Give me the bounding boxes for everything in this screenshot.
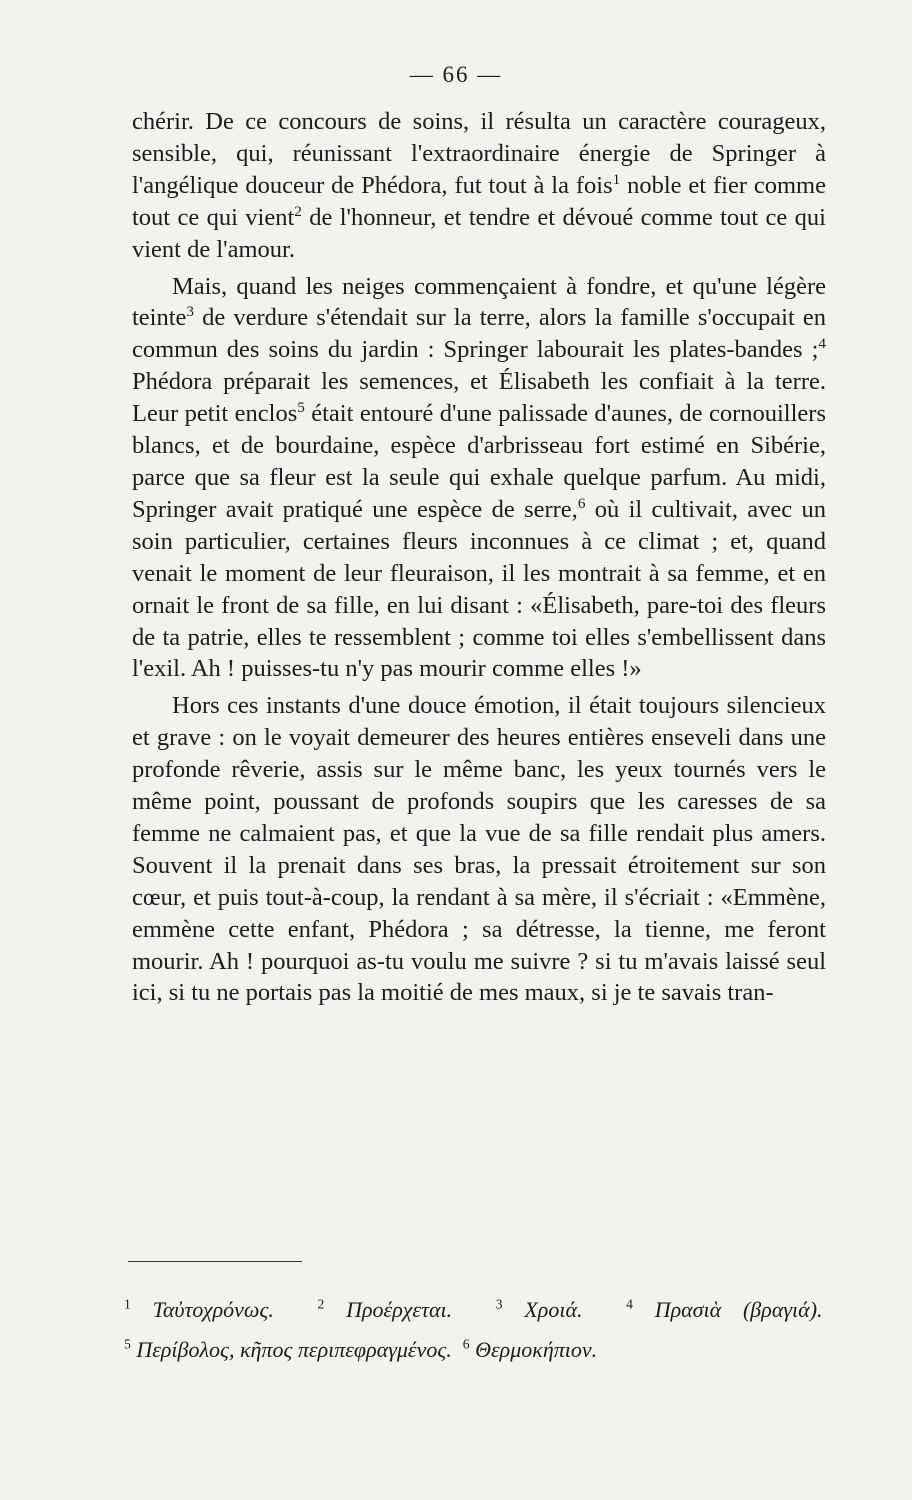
- footnote-ref: 3: [186, 303, 195, 321]
- text-run: était entouré d'une palissade d'aunes, de cornouillers blancs, et de bourdaine, espèce d'arbrisseau fort estimé en Sibérie, parce que sa fleur est la seule qui exhale quelque parfum. Au midi, Springer avait pratiqué une espèce de serre,: [132, 400, 826, 523]
- footnote-ref: 1: [612, 170, 621, 188]
- text-run: où il cultivait, avec un soin particulier, certaines fleurs inconnues à ce climat ; et, quand venait le moment de leur fleuraison, il les montrait à sa femme, et en ornait le front de sa fille, en lui disant : «Élisabeth, pare-toi des fleurs de ta patrie, elles te ressemblent ; comme toi elles s'embellissent dans l'exil. Ah ! puisses-tu n'y pas mourir comme elles !»: [132, 495, 826, 683]
- paragraph: [132, 106, 826, 266]
- footnote: [463, 1337, 597, 1362]
- footnote-ref: 5: [297, 399, 305, 416]
- footnote-number: 3: [495, 1296, 503, 1312]
- footnote-divider: [128, 1261, 302, 1262]
- text-run: Phédora préparait les semences, et Élisabeth les confiait à la terre. Leur petit enclos: [132, 368, 826, 428]
- page-number: — 66 —: [409, 62, 503, 87]
- footnote-number: 6: [462, 1336, 470, 1352]
- footnote-ref: 2: [294, 202, 302, 220]
- text-run: de verdure s'étendait sur la terre, alors la famille s'occupait en commun des soins du jardin : Springer labourait les plates-bandes ;: [132, 304, 826, 364]
- footnote-number: 5: [124, 1336, 131, 1352]
- text-run: Hors ces instants d'une douce émotion, il était toujours silencieux et grave : on le voyait demeurer des heures entières enseveli dans une profonde rêverie, assis sur le même banc, les yeux tournés vers le même point, poussant de profonds soupirs que les caresses de sa femme ne calmaient pas, et que la vue de sa fille rendait plus amers. Souvent il la prenait dans ses bras, la pressait étroitement sur son cœur, et puis tout-à-coup, la rendant à sa mère, il s'écriait : «Emmène, emmène cette enfant, Phédora ; sa détresse, la tienne, me feront mourir. Ah ! pourquoi as-tu voulu me suivre ? si tu m'avais laissé seul ici, si tu ne portais pas la moitié de mes maux, si je te savais tran-: [132, 692, 826, 1007]
- footnote-ref: 6: [577, 494, 586, 512]
- footnote-number: 1: [124, 1296, 131, 1312]
- footnote-number: 4: [626, 1296, 633, 1312]
- footnote: [124, 1337, 452, 1362]
- footnote: [496, 1297, 583, 1322]
- text-run: Mais, quand les neiges commençaient à fondre, et qu'une légère teinte: [132, 272, 826, 332]
- footnote-text: Θερμοκήπιον.: [475, 1337, 598, 1362]
- paragraph: [132, 271, 826, 686]
- footnote-text: Προέρχεται.: [346, 1297, 453, 1322]
- footnote: [626, 1297, 822, 1322]
- body-text: [132, 106, 826, 1009]
- footnotes: [124, 1290, 828, 1370]
- footnote: [317, 1297, 452, 1322]
- text-run: chérir. De ce concours de soins, il résulta un caractère courageux, sensible, qui, réunissant l'extraordinaire énergie de Springer à l'angélique douceur de Phédora, fut tout à la fois: [132, 108, 826, 199]
- footnote-text: Περίβολος, κῆπος περιπεφραγμένος.: [136, 1337, 452, 1362]
- paragraph: [132, 690, 826, 1009]
- text-run: noble et fier comme tout ce qui vient: [132, 171, 826, 231]
- footnote-text: Χροιά.: [524, 1297, 583, 1322]
- text-run: de l'honneur, et tendre et dévoué comme tout ce qui vient de l'amour.: [132, 203, 826, 263]
- footnote-ref: 4: [818, 335, 826, 353]
- footnote: [124, 1297, 274, 1322]
- footnote-text: Πρασιὰ (βραγιά).: [654, 1297, 823, 1322]
- footnote-text: Ταὐτοχρόνως.: [152, 1297, 274, 1322]
- footnote-number: 2: [317, 1296, 325, 1312]
